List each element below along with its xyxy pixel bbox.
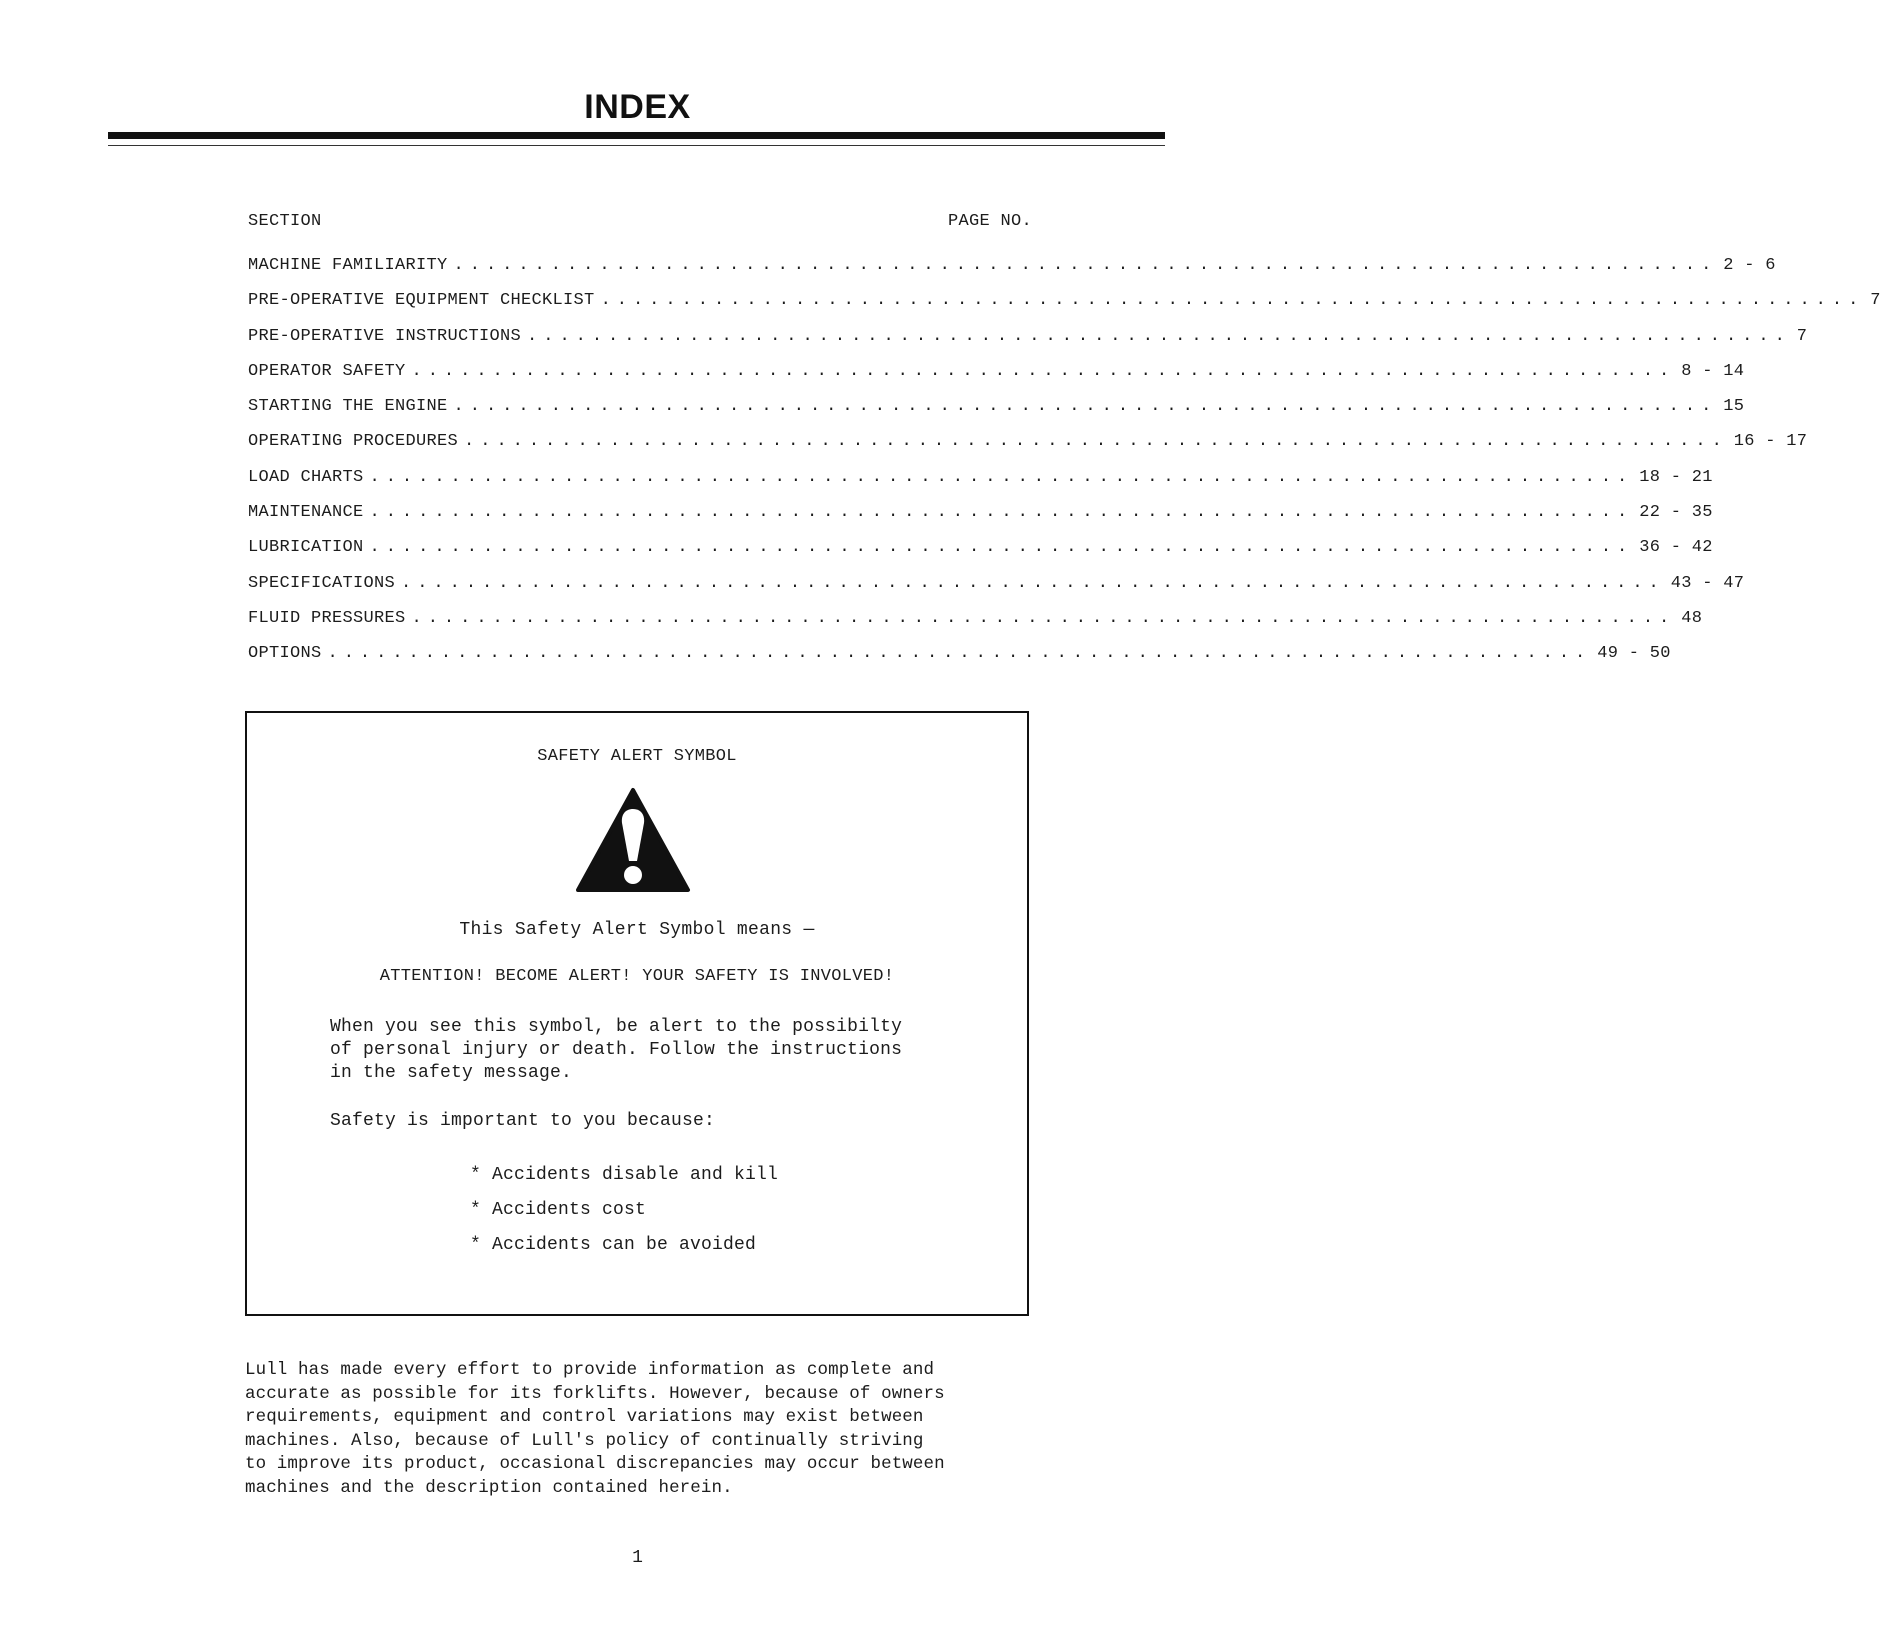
toc-row (248, 644, 1671, 679)
toc-row (248, 608, 1703, 644)
toc-leader-dots: .............................................................................. (411, 608, 1676, 628)
toc-row (248, 432, 1808, 467)
disclaimer-paragraph: Lull has made every effort to provide information as complete and accurate as possible for its forklifts. However, because of owners requirements, equipment and control variations may exist between machines. Also, because of Lull's policy of continually striving to improve its product, occasional discrepancies may occur between machines and the description contained herein. (245, 1360, 945, 1498)
accident-bullet-list (470, 1165, 778, 1270)
toc-row (248, 503, 1713, 538)
attention-line: ATTENTION! BECOME ALERT! YOUR SAFETY IS INVOLVED! (379, 967, 895, 986)
toc-leader-dots: .............................................................................. (401, 573, 1665, 593)
toc-page: 8 - 14 (1681, 361, 1745, 381)
toc-label: MAINTENANCE (248, 503, 364, 523)
safety-symbol-means: This Safety Alert Symbol means — (459, 920, 815, 940)
list-item: * Accidents disable and kill (470, 1165, 779, 1185)
toc-row (248, 397, 1745, 432)
toc-page: 7 (1870, 291, 1881, 311)
toc-row (248, 291, 1881, 326)
table-of-contents (248, 256, 1881, 680)
title-rule-thick (108, 132, 1165, 139)
title-rule-thin (108, 145, 1165, 146)
when-you-see-paragraph: When you see this symbol, be alert to the possibilty of personal injury or death. Follow the instructions in the safety message. (330, 1017, 903, 1083)
toc-label: LUBRICATION (248, 538, 364, 558)
toc-label: LOAD CHARTS (248, 467, 364, 487)
toc-leader-dots: .............................................................................. (369, 538, 1634, 558)
toc-row (248, 538, 1713, 573)
toc-leader-dots: .............................................................................. (453, 256, 1718, 275)
safety-alert-box (245, 711, 1029, 1316)
toc-page: 49 - 50 (1597, 644, 1671, 664)
toc-page: 15 (1723, 397, 1745, 417)
safety-important-line: Safety is important to you because: (330, 1111, 716, 1131)
toc-page: 7 (1796, 326, 1808, 346)
toc-page: 43 - 47 (1670, 573, 1745, 593)
toc-label: OPERATOR SAFETY (248, 361, 406, 381)
toc-row (248, 256, 1776, 291)
page-title: INDEX (584, 88, 691, 126)
toc-leader-dots: .............................................................................. (464, 432, 1728, 452)
toc-page: 48 (1681, 608, 1703, 628)
toc-page: 36 - 42 (1639, 538, 1713, 558)
toc-leader-dots: .............................................................................. (327, 644, 1592, 664)
toc-leader-dots: .............................................................................. (527, 326, 1791, 346)
toc-leader-dots: .............................................................................. (453, 397, 1718, 417)
toc-label: SPECIFICATIONS (248, 573, 396, 593)
toc-label: PRE-OPERATIVE EQUIPMENT CHECKLIST (248, 291, 595, 311)
toc-row (248, 326, 1808, 362)
toc-page: 18 - 21 (1639, 467, 1713, 487)
toc-leader-dots: .............................................................................. (369, 503, 1634, 523)
toc-page: 16 - 17 (1733, 432, 1808, 452)
toc-page: 22 - 35 (1639, 503, 1713, 523)
toc-leader-dots: .............................................................................. (600, 291, 1865, 311)
page-number: 1 (632, 1548, 643, 1568)
toc-label: MACHINE FAMILIARITY (248, 256, 448, 275)
list-item: * Accidents can be avoided (470, 1235, 757, 1255)
list-item: * Accidents cost (470, 1200, 647, 1220)
toc-label: PRE-OPERATIVE INSTRUCTIONS (248, 326, 522, 346)
toc-leader-dots: .............................................................................. (411, 361, 1676, 381)
page-column-header: PAGE NO. (947, 212, 1032, 231)
toc-leader-dots: .............................................................................. (369, 467, 1634, 487)
section-column-header: SECTION (248, 212, 322, 231)
toc-row (248, 361, 1745, 397)
toc-label: FLUID PRESSURES (248, 608, 406, 628)
toc-label: OPERATING PROCEDURES (248, 432, 459, 452)
toc-label: OPTIONS (248, 644, 322, 664)
warning-triangle-icon (575, 787, 691, 893)
toc-row (248, 573, 1745, 609)
toc-label: STARTING THE ENGINE (248, 397, 448, 417)
safety-alert-title: SAFETY ALERT SYMBOL (537, 747, 737, 766)
toc-page: 2 - 6 (1723, 256, 1776, 275)
toc-row (248, 467, 1713, 503)
